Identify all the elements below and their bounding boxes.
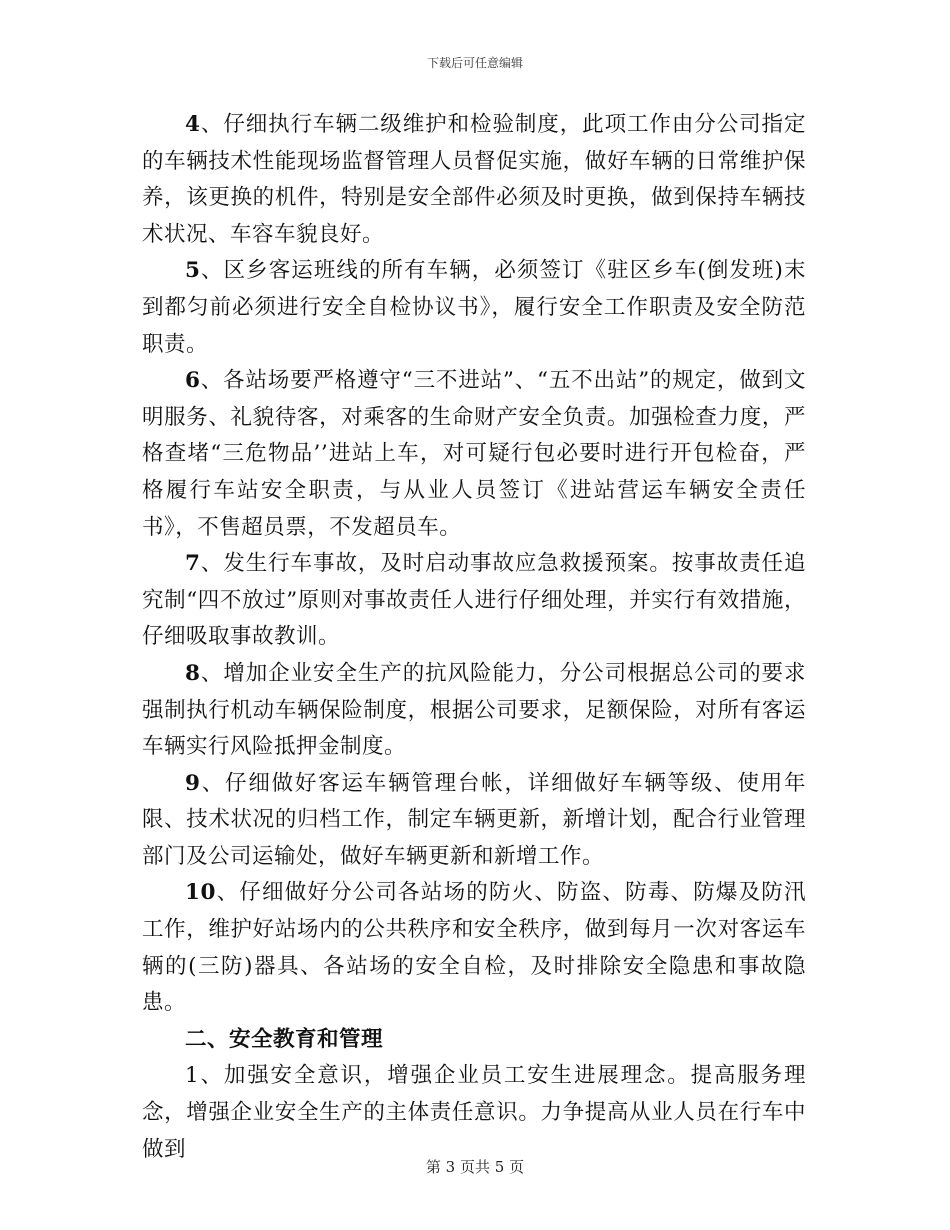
item-number: 10 — [185, 880, 216, 906]
paragraph-item-9 — [142, 766, 806, 876]
paragraph-item-10 — [142, 875, 806, 1021]
paragraph-item-7 — [142, 546, 806, 656]
paragraph-text: 、仔细做好分公司各站场的防火、防盗、防毒、防爆及防汛工作，维护好站场内的公共秩序和安全秩序，做到每月一次对客运车辆的(三防)器具、各站场的安全自检，及时排除安全隐患和事故隐患。 — [142, 880, 806, 1016]
item-number: 9 — [185, 770, 201, 796]
paragraph-item-5 — [142, 253, 806, 363]
item-number: 8 — [185, 660, 201, 686]
paragraph-text: 、增加企业安全生产的抗风险能力，分公司根据总公司的要求强制执行机动车辆保险制度，根据公司要求，足额保险，对所有客运车辆实行风险抵押金制度。 — [142, 660, 806, 760]
paragraph-item-8 — [142, 656, 806, 766]
paragraph-text: 、仔细执行车辆二级维护和检验制度，此项工作由分公司指定的车辆技术性能现场监督管理人员督促实施，做好车辆的日常维护保养，该更换的机件，特别是安全部件必须及时更换，做到保持车辆技术状况、车容车貌良好。 — [142, 112, 806, 247]
paragraph-text: 、发生行车事故，及时启动事故应急救援预案。按事故责任追究制“四不放过”原则对事故责任人进行仔细处理，并实行有效措施，仔细吸取事故教训。 — [142, 551, 806, 650]
item-number: 5 — [185, 258, 201, 284]
paragraph-text: 、区乡客运班线的所有车辆，必须签订《驻区乡车(倒发班)末到都匀前必须进行安全自检协议书》，履行安全工作职责及安全防范职责。 — [142, 258, 806, 357]
paragraph-item-6 — [142, 363, 806, 546]
paragraph-text: 、仔细做好客运车辆管理台帐，详细做好车辆等级、使用年限、技术状况的归档工作，制定车辆更新，新增计划，配合行业管理部门及公司运输处，做好车辆更新和新增工作。 — [142, 770, 806, 869]
item-number: 4 — [185, 112, 201, 137]
item-number: 7 — [185, 551, 201, 577]
page-footer: 第 3 页共 5 页 — [425, 1158, 525, 1176]
document-body — [142, 107, 806, 1168]
page-header: 下载后可任意编辑 — [426, 56, 523, 70]
section-heading: 二、安全教育和管理 — [185, 1026, 384, 1052]
paragraph-section-2-item-1: 1、加强安全意识，增强企业员工安生进展理念。提高服务理念，增强企业安全生产的主体责任意识。力争提高从业人员在行车中做到 — [142, 1063, 806, 1162]
item-number: 6 — [185, 368, 201, 394]
paragraph-item-4 — [142, 107, 806, 253]
paragraph-text: 、各站场要严格遵守“三不进站”、“五不出站”的规定，做到文明服务、礼貌待客，对乘客的生命财产安全负责。加强检查力度，严格查堵“三危物品’’进站上车，对可疑行包必要时进行开包检奋，严格履行车站安全职责，与从业人员签订《进站营运车辆安全责任书》，不售超员票，不发超员车。 — [142, 368, 806, 540]
